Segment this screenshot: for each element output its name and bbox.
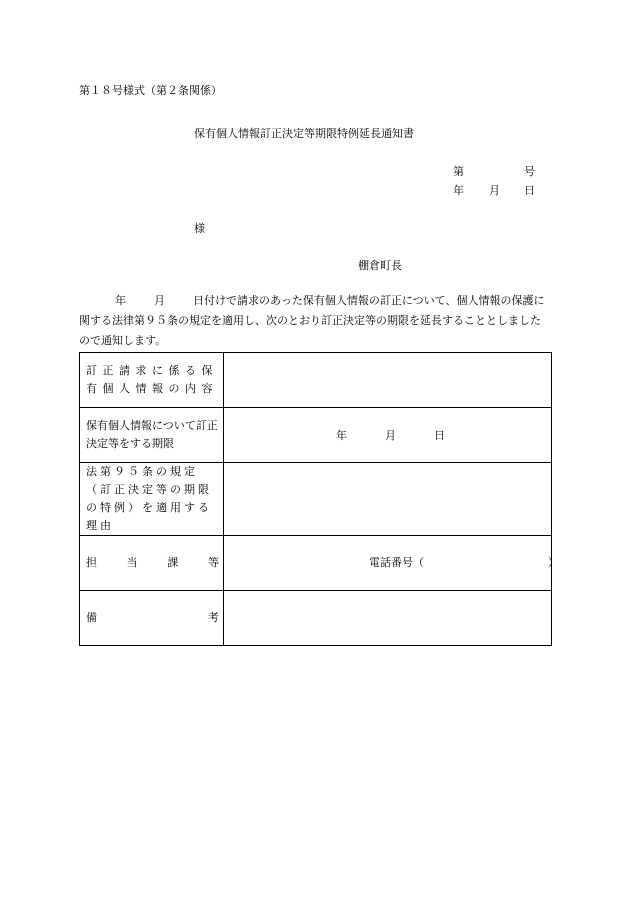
sender-name: 棚倉町長 bbox=[358, 259, 402, 272]
doc-number-prefix: 第 bbox=[453, 165, 464, 178]
doc-number-suffix: 号 bbox=[524, 165, 535, 178]
remarks-char: 備 bbox=[86, 611, 97, 624]
row-value-reason bbox=[224, 463, 552, 536]
department-char: 当 bbox=[126, 556, 138, 569]
phone-number-close: ） bbox=[548, 556, 559, 569]
body-text: 日付けで請求のあった保有個人情報の訂正について、個人情報の保護に関する法律第９５条の規定を適用し、次のとおり訂正決定等の期限を延長することとしましたので通知します。 bbox=[79, 294, 545, 347]
table-row bbox=[80, 408, 552, 463]
row-label-request-content: 訂正請求に係る保有個人情報の内容 bbox=[80, 353, 224, 408]
addressee: 様 bbox=[194, 222, 205, 235]
table-row bbox=[80, 353, 552, 408]
department-char: 等 bbox=[207, 556, 219, 569]
row-label-department bbox=[80, 536, 224, 591]
issue-date-month: 月 bbox=[489, 184, 500, 197]
row-label-reason: 法第９５条の規定（訂正決定等の期限の特例）を適用する理由 bbox=[80, 463, 224, 536]
issue-date-year: 年 bbox=[453, 184, 464, 197]
notice-body bbox=[79, 291, 551, 351]
table-row bbox=[80, 591, 552, 646]
deadline-day: 日 bbox=[434, 429, 445, 442]
remarks-char: 考 bbox=[208, 611, 219, 624]
row-value-request-content bbox=[224, 353, 552, 408]
form-number: 第１８号様式（第２条関係） bbox=[79, 84, 222, 97]
department-char: 課 bbox=[167, 556, 179, 569]
row-label-remarks bbox=[80, 591, 224, 646]
row-label-decision-deadline: 保有個人情報について訂正決定等をする期限 bbox=[80, 408, 224, 463]
phone-number-label: 電話番号（ bbox=[369, 556, 424, 569]
deadline-month: 月 bbox=[385, 429, 396, 442]
row-value-remarks bbox=[224, 591, 552, 646]
body-year: 年 bbox=[115, 294, 126, 307]
document-title: 保有個人情報訂正決定等期限特例延長通知書 bbox=[194, 127, 414, 140]
row-value-department bbox=[224, 536, 559, 591]
table-row bbox=[80, 536, 552, 591]
notice-table bbox=[79, 352, 559, 646]
table-row bbox=[80, 463, 552, 536]
department-char: 担 bbox=[86, 556, 97, 569]
body-month: 月 bbox=[154, 294, 165, 307]
row-value-decision-deadline bbox=[224, 408, 552, 463]
deadline-year: 年 bbox=[336, 429, 347, 442]
issue-date-day: 日 bbox=[524, 184, 535, 197]
